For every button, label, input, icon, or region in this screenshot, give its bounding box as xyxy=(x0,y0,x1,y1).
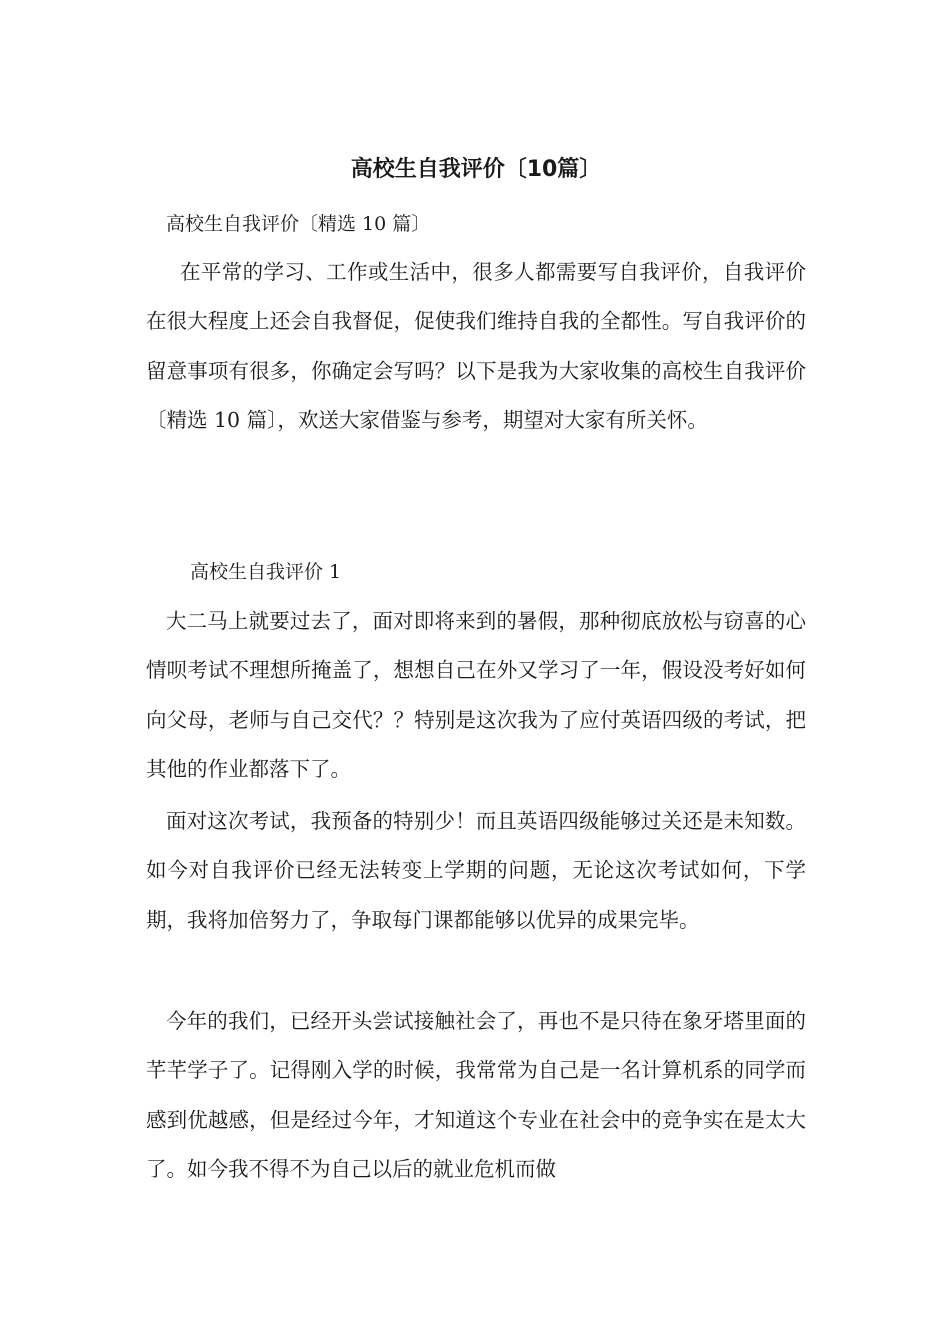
body-paragraph: 面对这次考试，我预备的特别少！而且英语四级能够过关还是未知数。如今对自我评价已经无法转变上学期的问题，无论这次考试如何，下学期，我将加倍努力了，争取每门课都能够以优异的成果完毕。 xyxy=(146,809,806,932)
section-heading: 高校生自我评价 1 xyxy=(190,561,342,583)
intro-paragraph: 在平常的学习、工作或生活中，很多人都需要写自我评价，自我评价在很大程度上还会自我督促，促使我们维持自我的全都性。写自我评价的留意事项有很多，你确定会写吗？以下是我为大家收集的高校生自我评价〔精选 10 篇〕，欢送大家借鉴与参考，期望对大家有所关怀。 xyxy=(146,260,806,433)
document-subtitle: 高校生自我评价〔精选 10 篇〕 xyxy=(166,213,431,235)
body-paragraph: 大二马上就要过去了，面对即将来到的暑假，那种彻底放松与窃喜的心情呗考试不理想所掩盖了，想想自己在外又学习了一年，假设没考好如何向父母，老师与自己交代？？特别是这次我为了应付英语四级的考试，把其他的作业都落下了。 xyxy=(146,609,806,782)
body-paragraph: 今年的我们，已经开头尝试接触社会了，再也不是只待在象牙塔里面的芊芊学子了。记得刚入学的时候，我常常为自己是一名计算机系的同学而感到优越感，但是经过今年，才知道这个专业在社会中的竞争实在是太大了。如今我不得不为自己以后的就业危机而做 xyxy=(146,1009,806,1182)
document-title: 高校生自我评价〔10篇〕 xyxy=(350,157,602,182)
document-page xyxy=(146,0,806,1344)
